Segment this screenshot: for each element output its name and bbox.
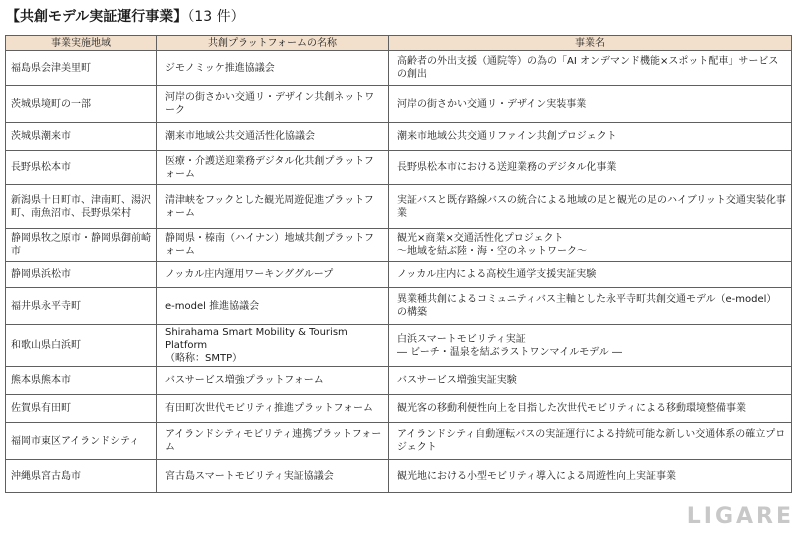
page-title <box>6 7 245 27</box>
project-table <box>5 35 792 493</box>
cell-region: 福岡市東区アイランドシティ <box>6 423 157 460</box>
cell-project: 白浜スマートモビリティ実証 ― ビーチ・温泉を結ぶラストワンマイルモデル ― <box>389 325 792 367</box>
watermark-logo: LIGARE <box>686 504 794 529</box>
cell-platform: 医療・介護送迎業務デジタル化共創プラットフォーム <box>157 151 389 185</box>
cell-platform: 静岡県・榛南（ハイナン）地域共創プラットフォーム <box>157 229 389 262</box>
cell-region: 静岡県牧之原市・静岡県御前崎市 <box>6 229 157 262</box>
cell-platform: バスサービス増強プラットフォーム <box>157 367 389 395</box>
table-row <box>6 367 792 395</box>
table-row <box>6 460 792 493</box>
cell-project: 高齢者の外出支援（通院等）の為の「AI オンデマンド機能×スポット配車」サービスの創出 <box>389 51 792 86</box>
header-project: 事業名 <box>389 36 792 51</box>
cell-project: 観光地における小型モビリティ導入による周遊性向上実証事業 <box>389 460 792 493</box>
cell-platform: アイランドシティモビリティ連携プラットフォーム <box>157 423 389 460</box>
table-row <box>6 395 792 423</box>
title-count: （13 件） <box>187 9 245 25</box>
table-row <box>6 288 792 325</box>
table-row <box>6 86 792 123</box>
table-row <box>6 262 792 288</box>
cell-region: 茨城県潮来市 <box>6 123 157 151</box>
cell-platform: 清津峡をフックとした観光周遊促進プラットフォーム <box>157 185 389 229</box>
cell-project: アイランドシティ自動運転バスの実証運行による持続可能な新しい交通体系の確立プロジェクト <box>389 423 792 460</box>
table-row <box>6 123 792 151</box>
cell-project: 河岸の街さかい交通リ・デザイン実装事業 <box>389 86 792 123</box>
table-row <box>6 325 792 367</box>
cell-region: 佐賀県有田町 <box>6 395 157 423</box>
cell-platform: 河岸の街さかい交通リ・デザイン共創ネットワーク <box>157 86 389 123</box>
header-region: 事業実施地域 <box>6 36 157 51</box>
title-text: 【共創モデル実証運行事業】 <box>6 9 188 25</box>
table-row <box>6 229 792 262</box>
cell-region: 福島県会津美里町 <box>6 51 157 86</box>
cell-region: 沖縄県宮古島市 <box>6 460 157 493</box>
table-row <box>6 185 792 229</box>
cell-platform: e-model 推進協議会 <box>157 288 389 325</box>
cell-platform: ジモノミッケ推進協議会 <box>157 51 389 86</box>
cell-platform: ノッカル庄内運用ワーキンググループ <box>157 262 389 288</box>
cell-region: 静岡県浜松市 <box>6 262 157 288</box>
cell-project: 潮来市地域公共交通リファイン共創プロジェクト <box>389 123 792 151</box>
header-platform: 共創プラットフォームの名称 <box>157 36 389 51</box>
cell-region: 茨城県境町の一部 <box>6 86 157 123</box>
table-body <box>6 51 792 493</box>
cell-project: 観光客の移動利便性向上を目指した次世代モビリティによる移動環境整備事業 <box>389 395 792 423</box>
cell-project: バスサービス増強実証実験 <box>389 367 792 395</box>
table-header-row <box>6 36 792 51</box>
table-row <box>6 423 792 460</box>
cell-platform: 有田町次世代モビリティ推進プラットフォーム <box>157 395 389 423</box>
cell-region: 長野県松本市 <box>6 151 157 185</box>
cell-platform: 宮古島スマートモビリティ実証協議会 <box>157 460 389 493</box>
cell-project: 異業種共創によるコミュニティバス主軸とした永平寺町共創交通モデル（e-model）の構築 <box>389 288 792 325</box>
cell-project: 実証バスと既存路線バスの統合による地域の足と観光の足のハイブリット交通実装化事業 <box>389 185 792 229</box>
cell-region: 福井県永平寺町 <box>6 288 157 325</box>
cell-region: 新潟県十日町市、津南町、湯沢町、南魚沼市、長野県栄村 <box>6 185 157 229</box>
cell-platform: 潮来市地域公共交通活性化協議会 <box>157 123 389 151</box>
table-row <box>6 51 792 86</box>
cell-region: 和歌山県白浜町 <box>6 325 157 367</box>
cell-platform: Shirahama Smart Mobility & Tourism Platform （略称：SMTP） <box>157 325 389 367</box>
cell-project: 観光×商業×交通活性化プロジェクト ～地域を結ぶ陸・海・空のネットワーク～ <box>389 229 792 262</box>
cell-project: 長野県松本市における送迎業務のデジタル化事業 <box>389 151 792 185</box>
cell-project: ノッカル庄内による高校生通学支援実証実験 <box>389 262 792 288</box>
table-row <box>6 151 792 185</box>
cell-region: 熊本県熊本市 <box>6 367 157 395</box>
